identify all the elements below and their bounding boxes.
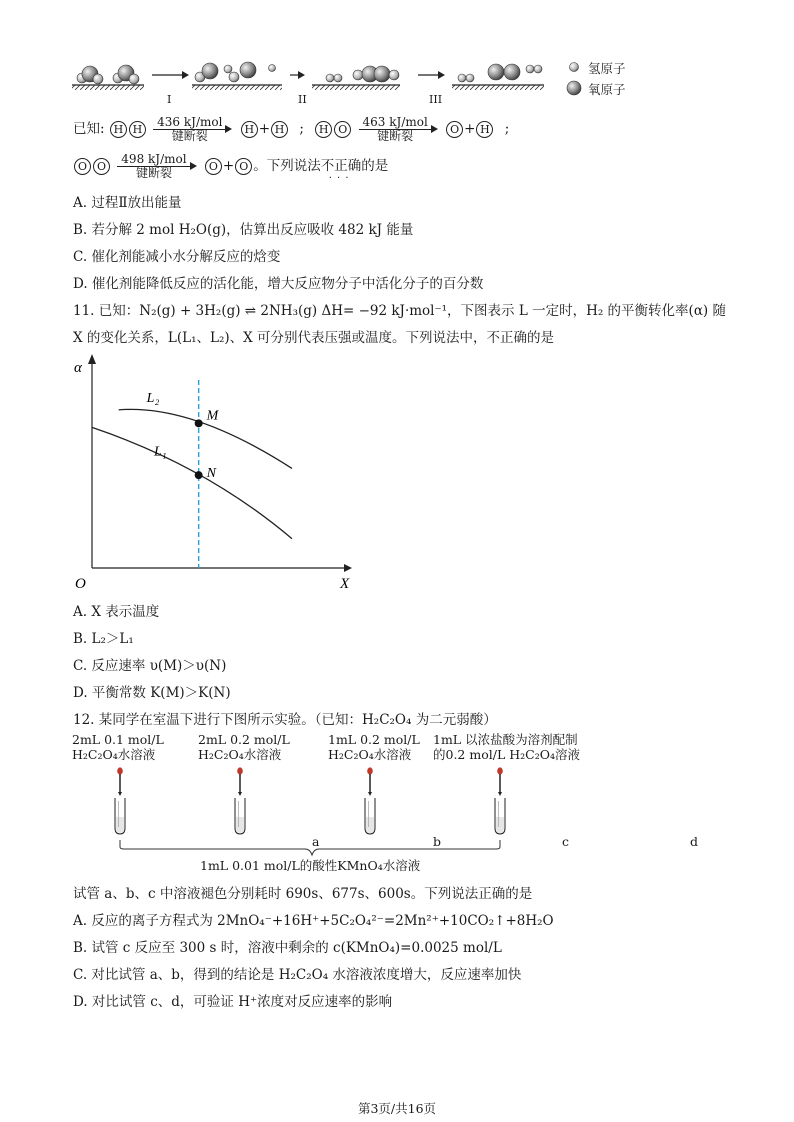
x-axis-label: X xyxy=(340,576,350,592)
atom-circle: O xyxy=(334,121,351,138)
tube-d-reagent-line2: 的0.2 mol/L H₂C₂O₄溶液 xyxy=(433,747,580,762)
bond-break-note: 键断裂 xyxy=(377,129,414,143)
alpha-vs-x-chart xyxy=(60,350,360,595)
tube-d-reagent xyxy=(433,732,580,762)
atom-circle: H xyxy=(241,121,258,138)
point-N xyxy=(195,471,203,479)
water-molecule xyxy=(113,65,139,84)
bond-break-note: 键断裂 xyxy=(135,166,172,180)
test-tube-b xyxy=(235,767,245,834)
y-axis-label: α xyxy=(74,360,82,376)
atom-circle: H xyxy=(271,121,288,138)
arrow-stage-3 xyxy=(418,71,445,79)
atom-circle: O xyxy=(74,158,91,175)
tube-a-reagent-line2: H₂C₂O₄水溶液 xyxy=(72,747,156,762)
q10-option-b: B. 若分解 2 mol H₂O(g)，估算出反应吸收 482 kJ 能量 xyxy=(73,222,414,238)
large-atom-icon xyxy=(567,81,581,95)
tube-c-reagent-line2: H₂C₂O₄水溶液 xyxy=(328,747,412,762)
tube-a-reagent-line1: 2mL 0.1 mol/L xyxy=(72,732,164,747)
q10-option-a: A. 过程Ⅱ放出能量 xyxy=(73,195,182,211)
tube-b-reagent-line2: H₂C₂O₄水溶液 xyxy=(198,747,282,762)
stage-label-1: I xyxy=(167,93,172,106)
stage-label-3: III xyxy=(429,93,443,106)
origin-label: O xyxy=(75,576,86,592)
q12-option-c: C. 对比试管 a、b，得到的结论是 H₂C₂O₄ 水溶液浓度增大，反应速率加快 xyxy=(73,967,522,983)
q11-stem-line-1: 11. 已知：N₂(g) + 3H₂(g) ⇌ 2NH₃(g) ΔH= −92 kJ·mol⁻¹，下图表示 L 一定时，H₂ 的平衡转化率(α) 随 xyxy=(73,303,726,319)
tube-c-reagent xyxy=(328,732,420,762)
curve-label-L2: L₂ xyxy=(146,390,160,406)
kmno4-solution-label: 1mL 0.01 mol/L的酸性KMnO₄水溶液 xyxy=(200,858,421,873)
q11-option-a: A. X 表示温度 xyxy=(73,604,160,620)
tube-d-label: d xyxy=(690,834,699,849)
y-axis-arrow-icon xyxy=(88,354,96,364)
q10-emphasis: 不正确 · · · xyxy=(321,158,362,174)
tube-b-reagent xyxy=(198,732,290,762)
bond-energy-line-2 xyxy=(73,153,388,180)
q11-option-b: B. L₂＞L₁ xyxy=(73,631,134,647)
bond-energy-value: 498 kJ/mol xyxy=(117,153,190,167)
plus-sign: + xyxy=(222,158,235,174)
q11-option-c: C. 反应速率 υ(M)＞υ(N) xyxy=(73,658,227,674)
recombined-molecules xyxy=(326,66,399,82)
tube-b-reagent-line1: 2mL 0.2 mol/L xyxy=(198,732,290,747)
stage-label-2: II xyxy=(298,93,307,106)
product-molecules xyxy=(458,64,542,82)
atom-circle: H xyxy=(129,121,146,138)
kmno4-bracket xyxy=(120,840,500,855)
catalyst-surface-3 xyxy=(312,85,400,90)
q11-stem-line-2: X 的变化关系，L(L₁、L₂)、X 可分别代表压强或温度。下列说法中，不正确的是 xyxy=(73,330,555,346)
bond-energy-value: 436 kJ/mol xyxy=(153,116,226,130)
separated-atoms xyxy=(195,62,276,82)
q10-stem-end: 的是 xyxy=(361,158,389,174)
point-label-N: N xyxy=(206,466,217,482)
arrow-stage-1 xyxy=(152,71,189,79)
q10-stem: 。下列说法 xyxy=(253,158,321,174)
q12-option-d: D. 对比试管 c、d，可验证 H⁺浓度对反应速率的影响 xyxy=(73,994,393,1010)
curve-L1 xyxy=(92,427,292,538)
curve-label-L1: L₁ xyxy=(154,444,167,460)
arrow-stage-2 xyxy=(290,71,305,79)
atom-circle: O xyxy=(235,158,252,175)
test-tube-a xyxy=(115,767,125,834)
page-footer: 第3页/共16页 xyxy=(357,1101,437,1116)
q12-result: 试管 a、b、c 中溶液褪色分别耗时 690s、677s、600s。下列说法正确的是 xyxy=(73,886,533,902)
separator: ; xyxy=(299,121,304,137)
q12-option-a: A. 反应的离子方程式为 2MnO₄⁻+16H⁺+5C₂O₄²⁻=2Mn²⁺+10CO₂↑+8H₂O xyxy=(73,913,554,929)
small-atom-icon xyxy=(570,63,579,72)
tube-a-label: a xyxy=(312,834,320,849)
catalyst-surface-4 xyxy=(452,85,544,90)
atom-circle: H xyxy=(315,121,332,138)
plus-sign: + xyxy=(258,121,271,137)
test-tube-c xyxy=(365,767,375,834)
bond-break-arrow xyxy=(153,116,226,143)
atom-circle: O xyxy=(205,158,222,175)
bond-break-note: 键断裂 xyxy=(171,129,208,143)
water-decomposition-process-figure xyxy=(60,55,660,105)
tube-c-reagent-line1: 1mL 0.2 mol/L xyxy=(328,732,420,747)
catalyst-surface-1 xyxy=(72,85,144,90)
bond-break-arrow xyxy=(359,116,432,143)
atom-circle: H xyxy=(110,121,127,138)
test-tube-d xyxy=(495,767,505,834)
point-label-M: M xyxy=(206,408,219,424)
atom-circle: H xyxy=(476,121,493,138)
plus-sign: + xyxy=(464,121,476,137)
x-axis-arrow-icon xyxy=(344,564,352,572)
atom-circle: O xyxy=(446,121,463,138)
legend-hydrogen-label: 氢原子 xyxy=(588,61,626,76)
tube-c-label: c xyxy=(562,834,570,849)
bond-energy-line-1 xyxy=(73,116,509,143)
tube-a-reagent xyxy=(72,732,164,762)
tube-d-reagent-line1: 1mL 以浓盐酸为溶剂配制 xyxy=(433,732,578,747)
q10-option-c: C. 催化剂能减小水分解反应的焓变 xyxy=(73,249,281,265)
q11-option-d: D. 平衡常数 K(M)＞K(N) xyxy=(73,685,231,701)
bond-break-arrow xyxy=(117,153,190,180)
known-prefix: 已知: xyxy=(73,121,105,137)
bond-energy-value: 463 kJ/mol xyxy=(359,116,432,130)
q12-option-b: B. 试管 c 反应至 300 s 时，溶液中剩余的 c(KMnO₄)=0.0025 mol/L xyxy=(73,940,502,956)
q10-option-d: D. 催化剂能降低反应的活化能，增大反应物分子中活化分子的百分数 xyxy=(73,276,484,292)
legend-oxygen-label: 氧原子 xyxy=(588,82,626,97)
water-molecule xyxy=(77,66,103,84)
q12-stem: 12. 某同学在室温下进行下图所示实验。（已知：H₂C₂O₄ 为二元弱酸） xyxy=(73,712,497,728)
catalyst-surface-2 xyxy=(192,85,282,90)
separator: ; xyxy=(504,121,510,137)
tube-b-label: b xyxy=(433,834,442,849)
atom-circle: O xyxy=(93,158,110,175)
point-M xyxy=(195,419,203,427)
curve-L2 xyxy=(119,409,292,468)
